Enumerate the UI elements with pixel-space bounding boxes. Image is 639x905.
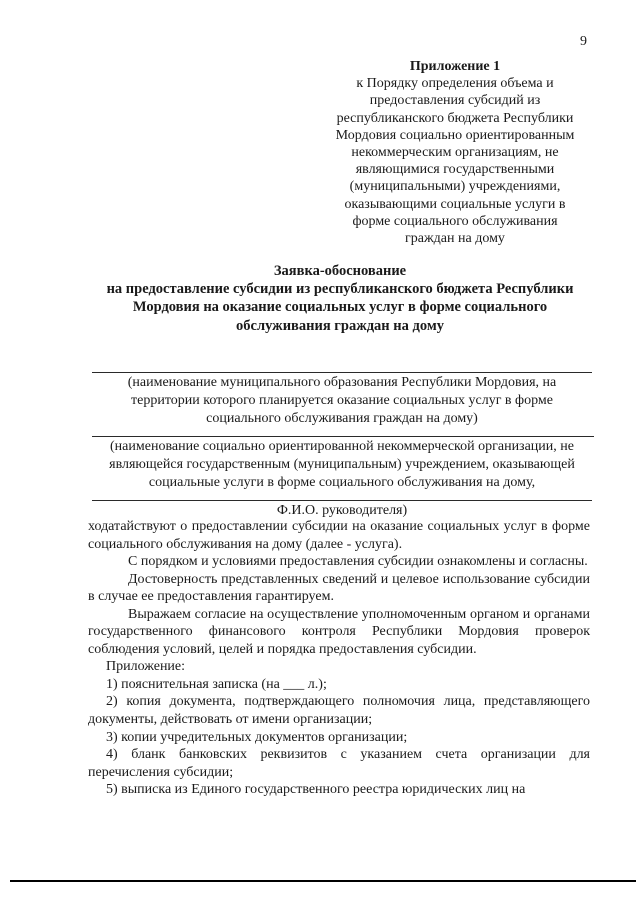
title-line: Мордовия на оказание социальных услуг в форме социального	[132, 299, 548, 316]
appendix-line: к Порядку определения объема и	[356, 76, 554, 92]
caption-line: (наименование муниципального образования Республики Мордовия, на	[127, 375, 557, 390]
head-fill-line	[92, 500, 592, 501]
document-title	[60, 262, 620, 335]
caption-line: являющейся государственным (муниципальным) учреждением, оказывающей	[109, 456, 575, 472]
scan-edge-line	[10, 880, 636, 882]
attachment-item: 1) пояснительная записка (на ___ л.);	[106, 676, 327, 692]
body-paragraph: ходатайствуют о предоставлении субсидии на оказание социальных услуг в форме социального обслуживания на дому (далее - услуга).	[88, 519, 590, 552]
title-line: Заявка-обоснование	[273, 263, 407, 279]
head-caption: Ф.И.О. руководителя)	[276, 503, 408, 518]
appendix-line: оказывающими социальные услуги в	[344, 196, 566, 212]
municipality-caption	[92, 374, 592, 427]
appendix-line: являющимися государственными	[355, 162, 555, 178]
organization-fill-line	[92, 436, 594, 437]
appendix-line: граждан на дому	[405, 231, 505, 247]
title-line: на предоставление субсидии из республиканского бюджета Республики	[106, 281, 574, 298]
body-paragraph: С порядком и условиями предоставления субсидии ознакомлены и согласны.	[128, 554, 588, 570]
appendix-line: республиканского бюджета Республики	[336, 110, 574, 126]
caption-line: территории которого планируется оказание социальных услуг в форме	[131, 392, 553, 408]
caption-line: (наименование социально ориентированной некоммерческой организации, не	[110, 439, 574, 454]
application-body	[88, 518, 590, 799]
attachment-item: 4) бланк банковских реквизитов с указанием счета организации для перечисления субсидии;	[88, 747, 590, 780]
body-paragraph: Достоверность представленных сведений и целевое использование субсидии в случае ее предоставления гарантируем.	[88, 571, 590, 605]
appendix-line: форме социального обслуживания	[352, 213, 558, 229]
attachment-item: 5) выписка из Единого государственного реестра юридических лиц на	[106, 782, 526, 798]
appendix-heading: Приложение 1	[409, 59, 501, 74]
title-line: обслуживания граждан на дому	[236, 317, 444, 334]
appendix-block	[300, 58, 610, 247]
caption-line: социальные услуги в форме социального обслуживания на дому,	[148, 474, 536, 490]
body-paragraph: Выражаем согласие на осуществление уполномоченным органом и органами государственного финансового контроля Республики Мордовия проверок соблюдения условий, целей и порядка предоставления субсидии.	[88, 606, 590, 657]
attachment-item: 2) копия документа, подтверждающего полномочия лица, представляющего документы, действовать от имени организации;	[88, 694, 590, 728]
organization-caption	[82, 438, 602, 491]
attachment-item: 3) копии учредительных документов организации;	[106, 729, 408, 745]
appendix-line: Мордовия социально ориентированным	[335, 127, 575, 143]
municipality-fill-line	[92, 372, 592, 373]
page-number: 9	[580, 34, 587, 49]
attachments-label: Приложение:	[106, 659, 186, 675]
appendix-line: предоставления субсидий из	[369, 93, 541, 109]
caption-line: социального обслуживания граждан на дому)	[206, 410, 478, 426]
appendix-line: (муниципальными) учреждениями,	[349, 179, 561, 195]
appendix-line: некоммерческим организациям, не	[351, 145, 559, 161]
